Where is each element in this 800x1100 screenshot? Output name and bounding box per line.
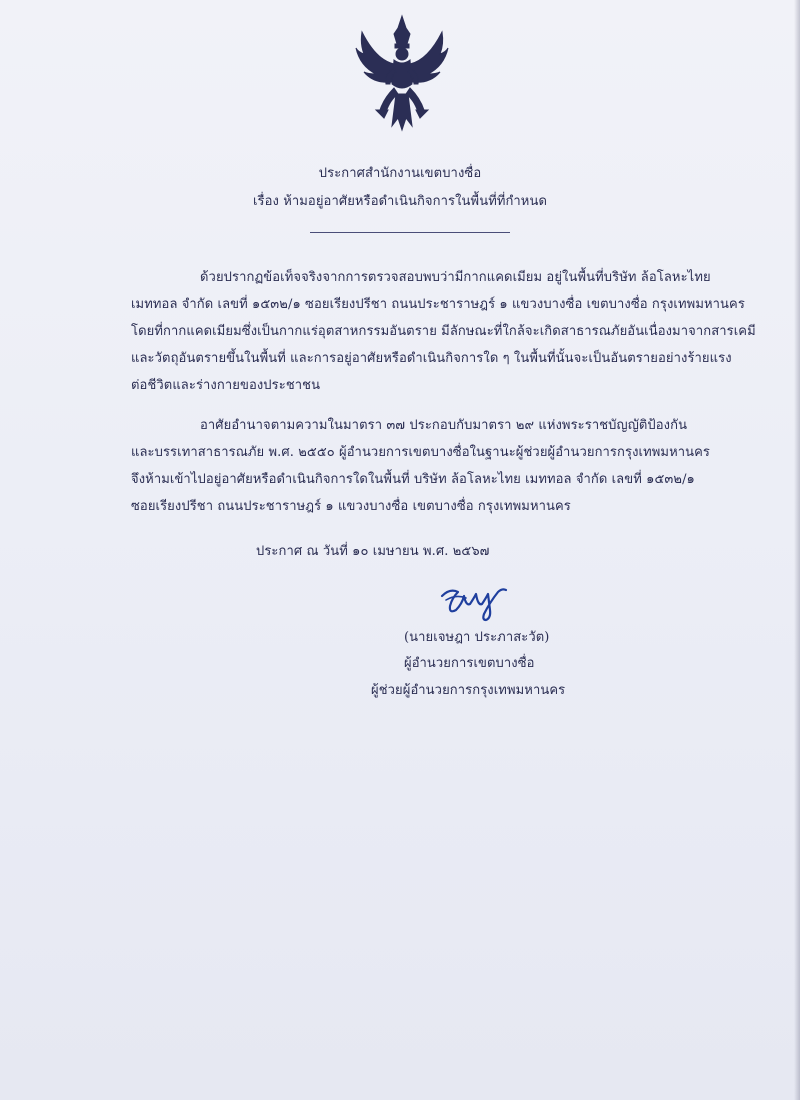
signatory-position: ผู้อำนวยการเขตบางซื่อ — [404, 656, 535, 671]
paragraph-line: และวัตถุอันตรายขึ้นในพื้นที่ และการอยู่อาศัยหรือดำเนินกิจการใด ๆ ในพื้นที่นั้นจะเป็นอันตรายอย่างร้ายแรง — [131, 351, 732, 366]
signatory-name: (นายเจษฎา ประภาสะวัต) — [404, 630, 550, 645]
page-edge-shadow — [794, 0, 800, 1100]
paragraph-line: โดยที่กากแคดเมียมซึ่งเป็นกากแร่อุตสาหกรรมอันตราย มีลักษณะที่ใกล้จะเกิดสาธารณภัยอันเนื่องมาจากสารเคมี — [131, 324, 756, 339]
signatory-position: ผู้ช่วยผู้อำนวยการกรุงเทพมหานคร — [371, 683, 566, 698]
paragraph-line: ด้วยปรากฏข้อเท็จจริงจากการตรวจสอบพบว่ามีกากแคดเมียม อยู่ในพื้นที่บริษัท ล้อโลหะไทย — [200, 270, 711, 285]
paragraph-line: และบรรเทาสาธารณภัย พ.ศ. ๒๕๕๐ ผู้อำนวยการเขตบางซื่อในฐานะผู้ช่วยผู้อำนวยการกรุงเทพมหานคร — [131, 445, 711, 460]
paragraph-line: จึงห้ามเข้าไปอยู่อาศัยหรือดำเนินกิจการใดในพื้นที่ บริษัท ล้อโลหะไทย เมททอล จำกัด เลขที่ ๑๕๓๒/๑ — [131, 472, 695, 487]
handwritten-signature-icon — [436, 584, 512, 624]
announcement-subject: เรื่อง ห้ามอยู่อาศัยหรือดำเนินกิจการในพื้นที่ที่กำหนด — [252, 194, 547, 209]
paragraph-line: เมททอล จำกัด เลขที่ ๑๕๓๒/๑ ซอยเรียงปรีชา ถนนประชาราษฎร์ ๑ แขวงบางซื่อ เขตบางซื่อ กรุงเทพมหานคร — [131, 297, 745, 312]
divider — [310, 232, 510, 233]
announcement-date: ประกาศ ณ วันที่ ๑๐ เมษายน พ.ศ. ๒๕๖๗ — [256, 544, 490, 559]
paragraph-line: อาศัยอำนาจตามความในมาตรา ๓๗ ประกอบกับมาตรา ๒๙ แห่งพระราชบัญญัติป้องกัน — [200, 418, 688, 433]
paragraph-line: ต่อชีวิตและร่างกายของประชาชน — [131, 378, 321, 393]
garuda-emblem-icon — [354, 14, 450, 132]
announcement-title: ประกาศสำนักงานเขตบางซื่อ — [318, 166, 482, 181]
paragraph-line: ซอยเรียงปรีชา ถนนประชาราษฎร์ ๑ แขวงบางซื่อ เขตบางซื่อ กรุงเทพมหานคร — [131, 499, 571, 514]
